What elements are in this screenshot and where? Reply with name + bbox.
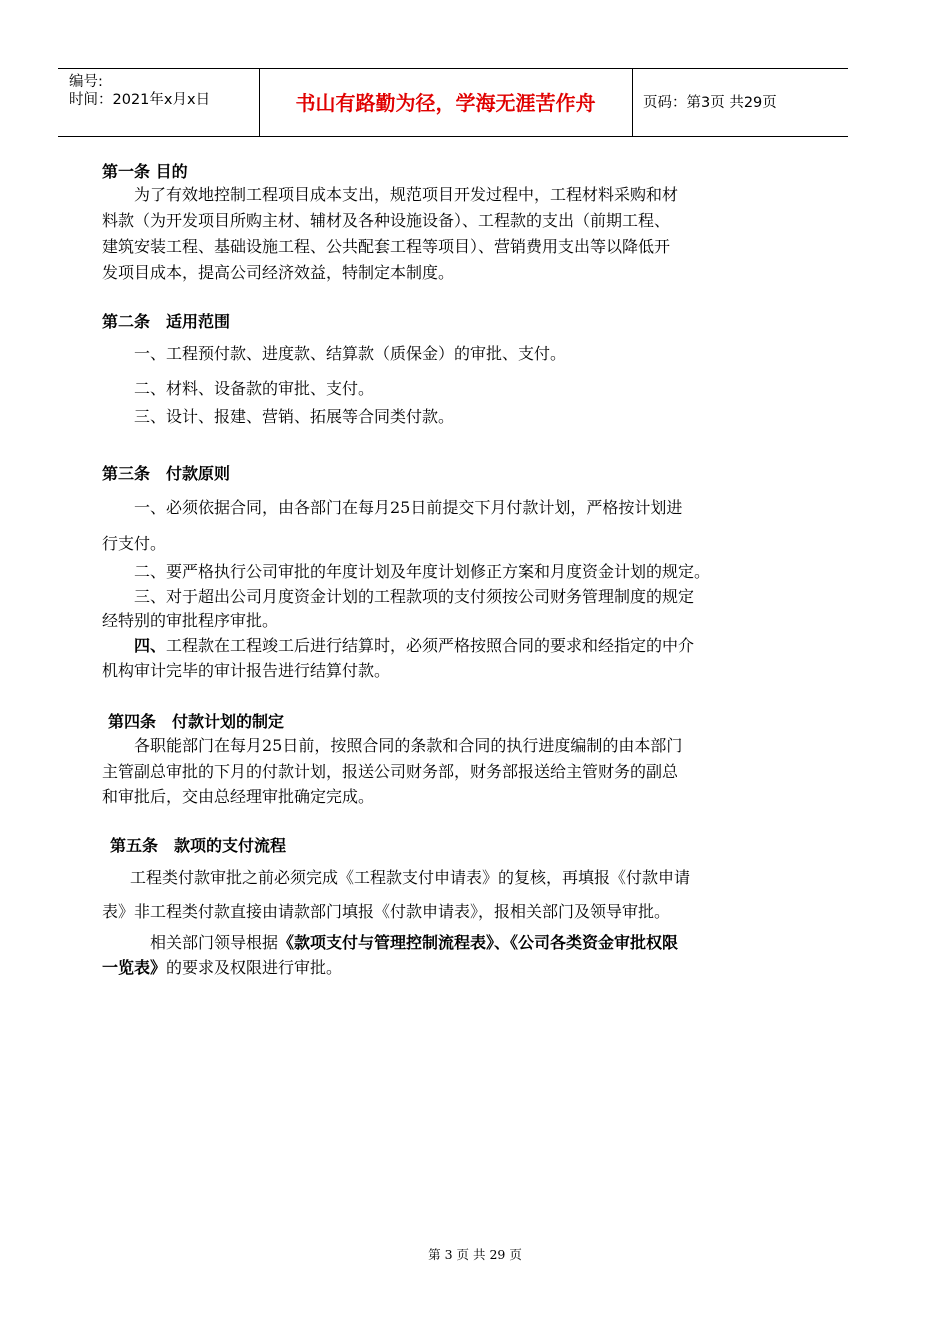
article-5-referenced-forms: 《款项支付与管理控制流程表》、《公司各类资金审批权限 [278, 933, 679, 952]
article-1-line-1: 为了有效地控制工程项目成本支出，规范项目开发过程中，工程材料采购和材 [134, 185, 679, 204]
article-3-line-7: 机构审计完毕的审计报告进行结算付款。 [102, 661, 391, 680]
article-4-line-1: 各职能部门在每月25日前，按照合同的条款和合同的执行进度编制的由本部门 [134, 736, 683, 755]
article-5-line-4-text: 的要求及权限进行审批。 [166, 958, 343, 977]
header-motto-cell [259, 69, 633, 136]
article-3-item-4-number: 四、 [134, 636, 167, 655]
page-header [58, 68, 848, 137]
article-5-line-4 [102, 957, 342, 979]
header-page-info: 页码：第3页 共29页 [643, 95, 777, 111]
article-5-line-3-text: 相关部门领导根据 [150, 933, 279, 952]
header-motto: 书山有路勤为径，学海无涯苦作舟 [295, 91, 596, 115]
article-3-line-3: 二、要严格执行公司审批的年度计划及年度计划修正方案和月度资金计划的规定。 [134, 562, 711, 581]
article-3-line-5: 经特别的审批程序审批。 [102, 611, 279, 630]
header-meta-cell [58, 69, 260, 136]
article-1-line-2: 料款（为开发项目所购主材、辅材及各种设施设备）、工程款的支出（前期工程、 [102, 211, 671, 230]
article-3-title: 第三条 付款原则 [102, 464, 231, 483]
article-5-line-1: 工程类付款审批之前必须完成《工程款支付申请表》的复核，再填报《付款申请 [130, 868, 691, 887]
article-3-line-4: 三、对于超出公司月度资金计划的工程款项的支付须按公司财务管理制度的规定 [134, 587, 695, 606]
article-1-line-4: 发项目成本，提高公司经济效益，特制定本制度。 [102, 263, 455, 282]
article-3-line-2: 行支付。 [102, 534, 167, 553]
page-footer: 第 3 页 共 29 页 [428, 1247, 522, 1262]
article-2-item-1: 一、工程预付款、进度款、结算款（质保金）的审批、支付。 [134, 344, 567, 363]
article-1-line-3: 建筑安装工程、基础设施工程、公共配套工程等项目）、营销费用支出等以降低开 [102, 237, 671, 256]
document-number-label: 编号: [69, 74, 103, 90]
document-time-label: 时间：2021年x月x日 [69, 92, 211, 108]
header-page-cell [633, 69, 848, 136]
article-2-item-3: 三、设计、报建、营销、拓展等合同类付款。 [134, 407, 455, 426]
article-4-line-3: 和审批后，交由总经理审批确定完成。 [102, 787, 375, 806]
article-4-line-2: 主管副总审批的下月的付款计划，报送公司财务部，财务部报送给主管财务的副总 [102, 762, 679, 781]
article-2-title: 第二条 适用范围 [102, 312, 231, 331]
article-5-referenced-form-end: 一览表》 [102, 958, 167, 977]
article-5-title: 第五条 款项的支付流程 [110, 836, 287, 855]
article-5-line-3 [150, 932, 678, 954]
article-3-line-6: 工程款在工程竣工后进行结算时，必须严格按照合同的要求和经指定的中介 [166, 636, 695, 655]
article-4-title: 第四条 付款计划的制定 [108, 712, 285, 731]
article-5-line-2: 表》非工程类付款直接由请款部门填报《付款申请表》，报相关部门及领导审批。 [102, 902, 671, 921]
article-1-title: 第一条 目的 [102, 162, 188, 181]
article-3-line-1: 一、必须依据合同，由各部门在每月25日前提交下月付款计划，严格按计划进 [134, 498, 683, 517]
article-2-item-2: 二、材料、设备款的审批、支付。 [134, 379, 375, 398]
